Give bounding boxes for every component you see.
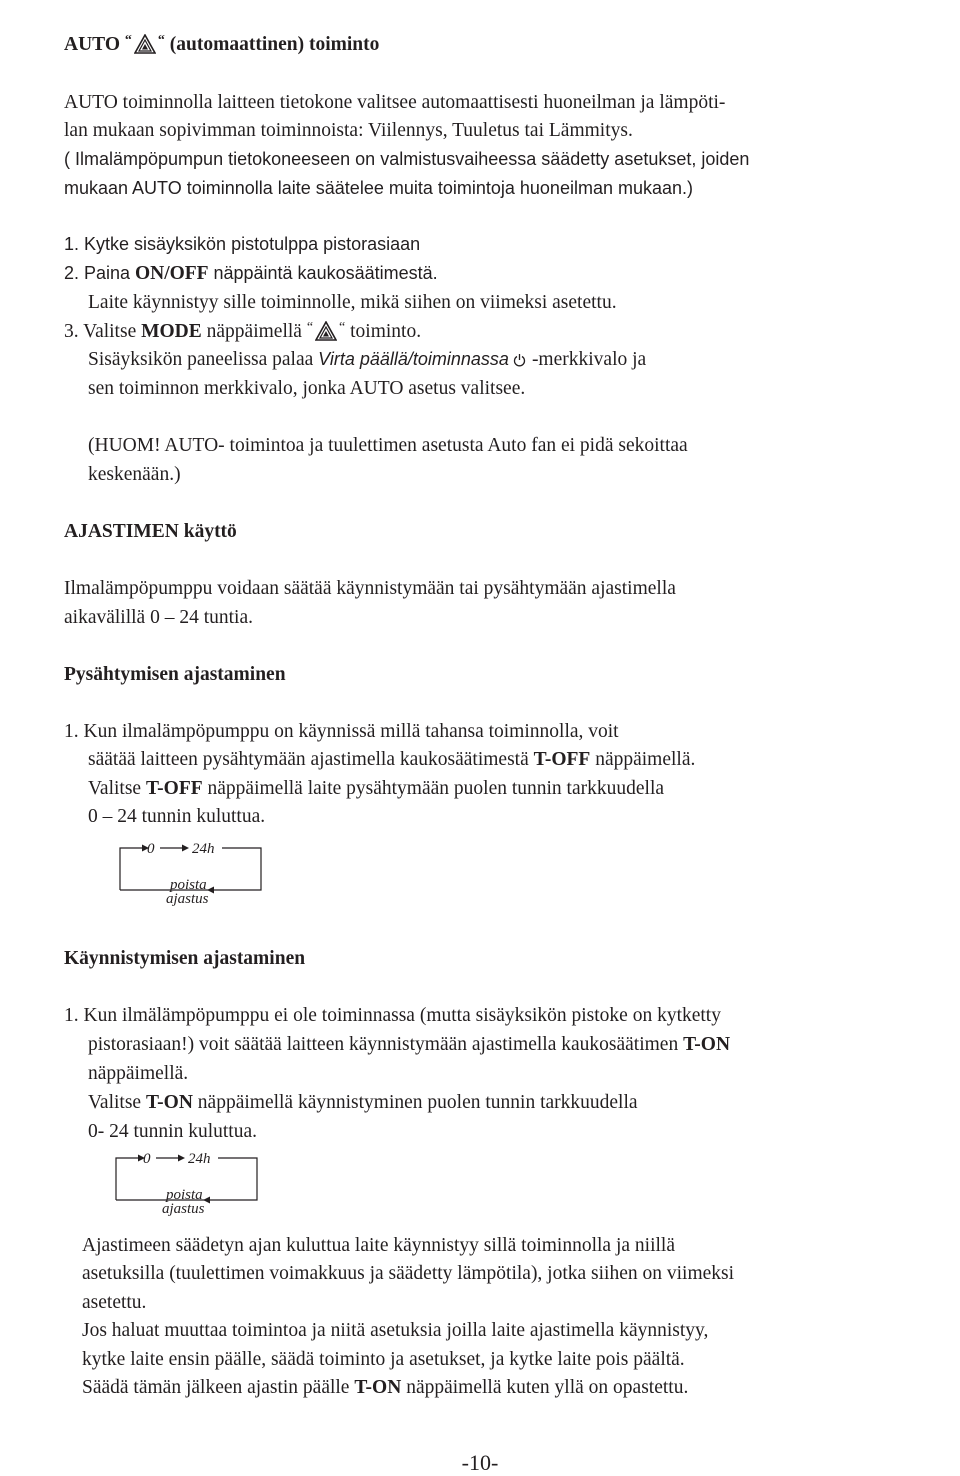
stop-timer-line: Valitse T-OFF näppäimellä laite pysähtymään puolen tunnin tarkkuudella xyxy=(88,778,665,799)
auto-step-1: 1. Kytke sisäyksikön pistotulppa pistorasiaan xyxy=(64,234,421,254)
stop-timer-line: säätää laitteen pysähtymään ajastimella kaukosäätimestä T-OFF näppäimellä. xyxy=(88,749,696,770)
diagram-end-label: 24h xyxy=(192,841,215,857)
timer-section-title: AJASTIMEN käyttö xyxy=(64,521,237,542)
stop-timer-line: 1. Kun ilmalämpöpumppu on käynnissä millä tahansa toiminnolla, voit xyxy=(64,721,619,742)
start-timer-info-line: Ajastimeen säädetyn ajan kuluttua laite käynnistyy sillä toiminnolla ja niillä xyxy=(82,1235,675,1256)
start-timer-line: 1. Kun ilmälämpöpumppu ei ole toiminnassa (mutta sisäyksikön pistoke on kytketty xyxy=(64,1005,721,1026)
stop-timer-line: 0 – 24 tunnin kuluttua. xyxy=(88,806,266,827)
power-icon xyxy=(513,353,526,367)
t-off-key-label: T-OFF xyxy=(145,778,203,799)
diagram-cancel-label: poista xyxy=(166,1187,203,1203)
stop-timer-cycle-diagram xyxy=(116,840,276,920)
auto-title-text: (automaattinen) toiminto xyxy=(169,34,380,55)
start-timer-line: 0- 24 tunnin kuluttua. xyxy=(88,1121,257,1142)
diagram-cancel-label: poista xyxy=(170,877,207,893)
on-off-key-label: ON/OFF xyxy=(134,263,209,284)
start-timer-info-line: kytke laite ensin päälle, säädä toiminto ja asetukset, ja kytke laite pois päältä. xyxy=(82,1349,685,1370)
start-timer-cycle-diagram xyxy=(112,1150,272,1230)
auto-step-3-detail: sen toiminnon merkkivalo, jonka AUTO asetus valitsee. xyxy=(88,378,526,399)
start-timer-info-line: asetuksilla (tuulettimen voimakkuus ja säädetty lämpötila), jotka siihen on viimeksi xyxy=(82,1263,735,1284)
diagram-start-label: 0 xyxy=(143,1151,151,1167)
auto-mode-icon xyxy=(134,34,156,54)
start-timer-info-line: asetettu. xyxy=(82,1292,147,1313)
diagram-end-label: 24h xyxy=(188,1151,211,1167)
auto-intro-line: ( Ilmalämpöpumpun tietokoneeseen on valmistusvaiheessa säädetty asetukset, joiden xyxy=(64,149,750,169)
t-on-key-label: T-ON xyxy=(354,1377,402,1398)
page-number: -10- xyxy=(461,1450,499,1475)
t-on-key-label: T-ON xyxy=(683,1034,731,1055)
auto-intro-line: lan mukaan sopivimman toiminnoista: Viilennys, Tuuletus tai Lämmitys. xyxy=(64,120,633,141)
auto-step-2-detail: Laite käynnistyy sille toiminnolle, mikä siihen on viimeksi asetettu. xyxy=(88,292,617,313)
start-timer-line: näppäimellä. xyxy=(88,1063,189,1084)
auto-step-2: 2. Paina ON/OFF näppäintä kaukosäätimestä. xyxy=(64,263,438,284)
auto-title-word: AUTO xyxy=(64,34,120,55)
diagram-start-label: 0 xyxy=(147,841,155,857)
start-timer-line: pistorasiaan!) voit säätää laitteen käynnistymään ajastimella kaukosäätimen T-ON xyxy=(88,1034,731,1055)
auto-mode-icon xyxy=(315,321,337,341)
t-on-key-label: T-ON xyxy=(145,1092,193,1113)
t-off-key-label: T-OFF xyxy=(533,749,591,770)
start-timer-title: Käynnistymisen ajastaminen xyxy=(64,948,306,969)
auto-step-3-detail: Sisäyksikön paneelissa palaa Virta päällä/toiminnassa -merkkivalo ja xyxy=(88,349,647,370)
auto-intro-line: mukaan AUTO toiminnolla laite säätelee muita toimintoja huoneilman mukaan.) xyxy=(64,178,693,198)
diagram-cancel-label: ajastus xyxy=(166,891,209,907)
stop-timer-title: Pysähtymisen ajastaminen xyxy=(64,664,286,685)
power-indicator-label: Virta päällä/toiminnassa xyxy=(318,349,509,369)
auto-section-title: AUTO “ “ (automaattinen) toiminto xyxy=(64,33,380,55)
start-timer-line: Valitse T-ON näppäimellä käynnistyminen puolen tunnin tarkkuudella xyxy=(88,1092,638,1113)
start-timer-info-line: Jos haluat muuttaa toimintoa ja niitä asetuksia joilla laite ajastimella käynnistyy, xyxy=(82,1320,709,1341)
auto-intro-line: AUTO toiminnolla laitteen tietokone valitsee automaattisesti huoneilman ja lämpöti- xyxy=(64,92,726,113)
start-timer-info-line: Säädä tämän jälkeen ajastin päälle T-ON näppäimellä kuten yllä on opastettu. xyxy=(82,1377,689,1398)
diagram-cancel-label: ajastus xyxy=(162,1201,205,1217)
auto-note: keskenään.) xyxy=(88,464,181,485)
auto-note: (HUOM! AUTO- toimintoa ja tuulettimen asetusta Auto fan ei pidä sekoittaa xyxy=(88,435,688,456)
mode-key-label: MODE xyxy=(141,321,202,342)
timer-intro-line: aikavälillä 0 – 24 tuntia. xyxy=(64,607,253,628)
auto-step-3: 3. Valitse MODE näppäimellä “ “ toiminto. xyxy=(64,320,422,342)
timer-intro-line: Ilmalämpöpumppu voidaan säätää käynnistymään tai pysähtymään ajastimella xyxy=(64,578,676,599)
